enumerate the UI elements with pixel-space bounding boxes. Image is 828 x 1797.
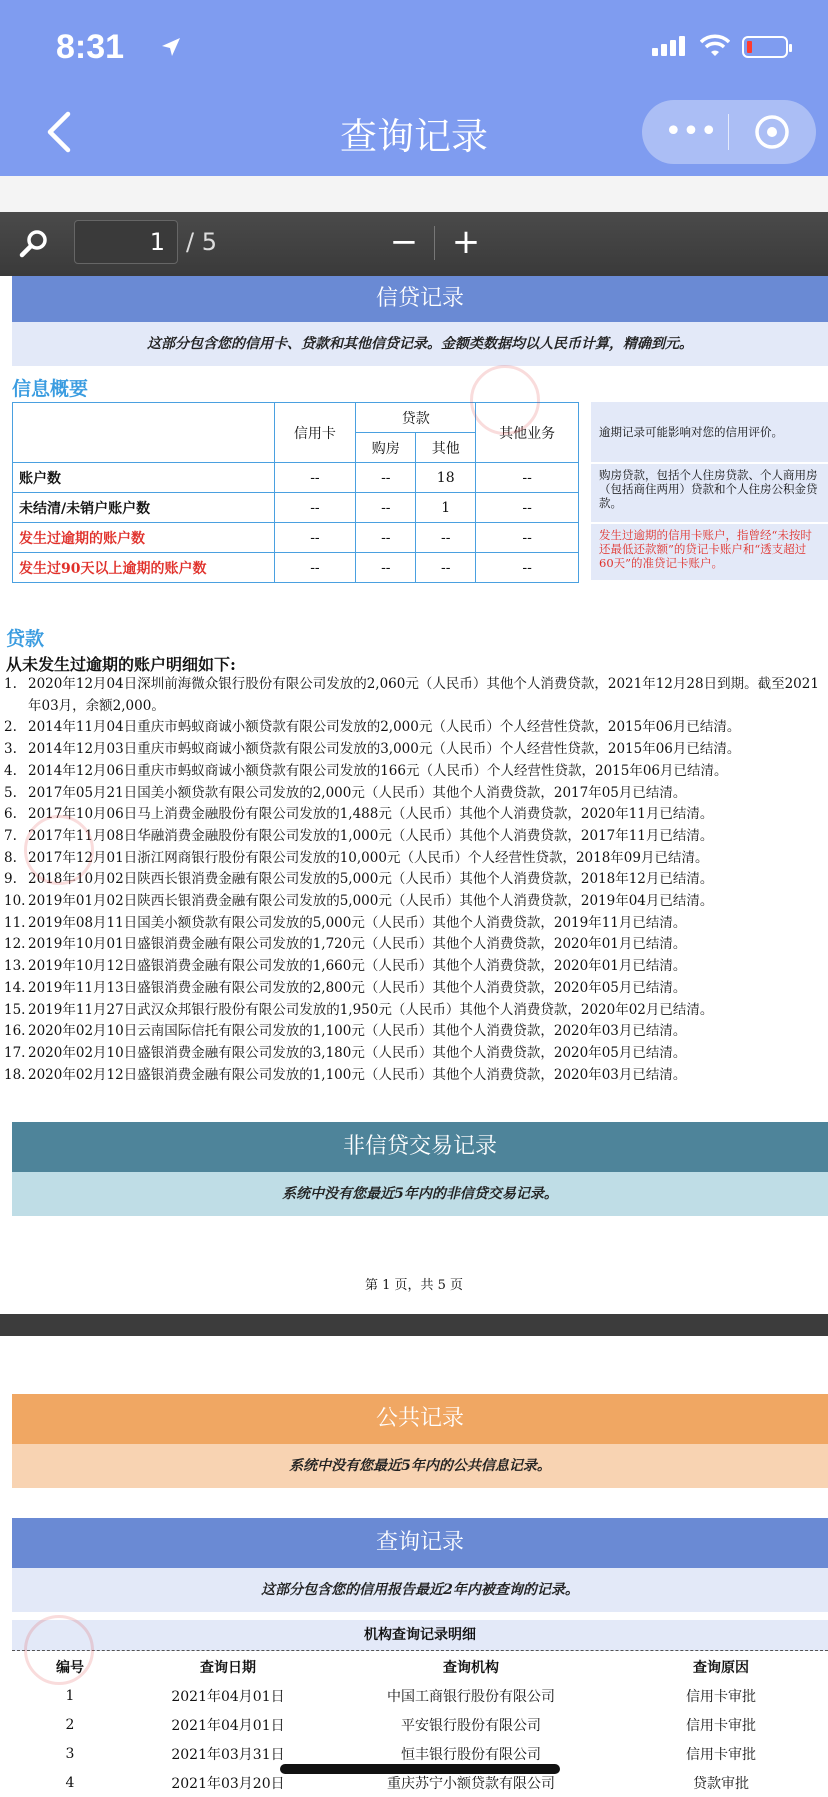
item-text: 2018年10月02日陕西长银消费金融有限公司发放的5,000元（人民币）其他个人消费贷款，2018年12月已结清。 (28, 871, 714, 888)
item-number: 12. (4, 936, 26, 953)
header-credit-card: 信用卡 (274, 403, 356, 463)
item-text: 2017年10月06日马上消费金融股份有限公司发放的1,488元（人民币）其他个人消费贷款，2020年11月已结清。 (28, 806, 714, 823)
loan-list (0, 674, 820, 1086)
cell-other-business: -- (476, 493, 579, 523)
page-footer: 第 1 页，共 5 页 (364, 1278, 464, 1293)
zoom-out-button[interactable]: − (389, 222, 419, 262)
list-item (0, 674, 820, 717)
cell-institution: 平安银行股份有限公司 (401, 1717, 541, 1734)
cell-credit-card: -- (274, 493, 356, 523)
row-label: 发生过90天以上逾期的账户数 (13, 553, 275, 583)
item-text: 2017年12月01日浙江网商银行股份有限公司发放的10,000元（人民币）个人经营性贷款，2018年09月已结清。 (28, 849, 709, 866)
zoom-divider (434, 226, 435, 260)
more-options-button[interactable]: ••• (664, 114, 718, 149)
item-number: 13. (4, 958, 26, 975)
note-overdue-impact: 逾期记录可能影响对您的信用评价。 (591, 402, 828, 462)
credit-record-banner: 信贷记录 (12, 276, 828, 322)
list-item (0, 978, 820, 1000)
overview-row (13, 553, 579, 583)
wifi-icon (700, 34, 730, 58)
row-label: 未结清/未销户账户数 (13, 493, 275, 523)
item-number: 7. (4, 827, 17, 844)
list-item (0, 1000, 820, 1022)
item-text: 2014年12月06日重庆市蚂蚁商诚小额贷款有限公司发放的166元（人民币）个人经营性贷款，2015年06月已结清。 (28, 762, 728, 779)
item-number: 6. (4, 806, 17, 823)
page-title: 查询记录 (340, 115, 488, 158)
item-text: 2019年11月27日武汉众邦银行股份有限公司发放的1,950元（人民币）其他个人消费贷款，2020年02月已结清。 (28, 1001, 714, 1018)
overview-title: 信息概要 (12, 378, 89, 400)
list-item (0, 1043, 820, 1065)
item-text: 2014年11月04日重庆市蚂蚁商诚小额贷款有限公司发放的2,000元（人民币）个人经营性贷款，2015年06月已结清。 (28, 719, 741, 736)
cell-other: 18 (416, 463, 476, 493)
item-text: 2019年10月01日盛银消费金融有限公司发放的1,720元（人民币）其他个人消费贷款，2020年01月已结清。 (28, 936, 687, 953)
zoom-in-button[interactable]: + (451, 222, 481, 262)
list-item (0, 739, 820, 761)
item-number: 3. (4, 741, 17, 758)
list-item (0, 848, 820, 870)
cell-credit-card: -- (274, 463, 356, 493)
cell-institution: 重庆苏宁小额贷款有限公司 (387, 1775, 555, 1792)
list-item (0, 804, 820, 826)
header-other: 其他 (416, 433, 476, 463)
list-item (0, 891, 820, 913)
table-row (12, 1681, 828, 1710)
item-text: 2020年02月12日盛银消费金融有限公司发放的1,100元（人民币）其他个人消费贷款，2020年03月已结清。 (28, 1066, 687, 1083)
header-number: 编号 (56, 1659, 84, 1676)
cellular-signal-icon (652, 36, 688, 56)
header-institution: 查询机构 (443, 1659, 499, 1676)
item-number: 4. (4, 762, 17, 779)
close-circle-icon[interactable] (752, 112, 792, 152)
item-number: 1. (4, 676, 17, 692)
header-loan: 贷款 (356, 403, 476, 433)
item-number: 14. (4, 979, 26, 996)
cell-other: -- (416, 523, 476, 553)
cell-credit-card: -- (274, 553, 356, 583)
content-gap (0, 176, 828, 212)
item-number: 2. (4, 719, 17, 736)
cell-housing: -- (356, 463, 416, 493)
header-other-business: 其他业务 (476, 403, 579, 463)
item-number: 9. (4, 871, 17, 888)
cell-date: 2021年04月01日 (171, 1717, 285, 1734)
cell-credit-card: -- (274, 523, 356, 553)
cell-institution: 恒丰银行股份有限公司 (401, 1746, 541, 1763)
cell-date: 2021年03月20日 (171, 1775, 285, 1792)
overview-row (13, 523, 579, 553)
cell-other: -- (416, 553, 476, 583)
cell-number: 4 (65, 1774, 75, 1791)
list-item (0, 761, 820, 783)
public-record-banner: 公共记录 (12, 1394, 828, 1444)
cell-other: 1 (416, 493, 476, 523)
search-icon[interactable] (18, 228, 50, 260)
list-item (0, 869, 820, 891)
location-arrow-icon (160, 36, 182, 58)
list-item (0, 934, 820, 956)
query-table (12, 1652, 828, 1797)
cell-reason: 贷款审批 (693, 1775, 749, 1792)
page-break (0, 1314, 828, 1336)
cell-date: 2021年04月01日 (171, 1688, 285, 1705)
status-time: 8:31 (56, 28, 125, 66)
non-credit-subtitle: 系统中没有您最近5年内的非信贷交易记录。 (12, 1172, 828, 1216)
battery-icon (742, 36, 788, 58)
item-text: 2017年11月08日华融消费金融股份有限公司发放的1,000元（人民币）其他个人消费贷款，2017年11月已结清。 (28, 827, 714, 844)
overview-row (13, 463, 579, 493)
cell-reason: 信用卡审批 (686, 1746, 756, 1763)
item-text: 2017年05月21日国美小额贷款有限公司发放的2,000元（人民币）其他个人消费贷款，2017年05月已结清。 (28, 784, 687, 801)
query-table-header (12, 1652, 828, 1681)
item-number: 10. (4, 893, 26, 910)
cell-reason: 信用卡审批 (686, 1688, 756, 1705)
item-number: 15. (4, 1001, 26, 1018)
item-number: 5. (4, 784, 17, 801)
cell-other-business: -- (476, 463, 579, 493)
query-detail-title: 机构查询记录明细 (12, 1620, 828, 1651)
overview-corner (13, 403, 275, 463)
item-text: 2019年10月12日盛银消费金融有限公司发放的1,660元（人民币）其他个人消费贷款，2020年01月已结清。 (28, 958, 687, 975)
list-item (0, 717, 820, 739)
loan-section-title: 贷款 (6, 628, 45, 650)
cell-number: 3 (65, 1745, 75, 1762)
item-text: 2014年12月03日重庆市蚂蚁商诚小额贷款有限公司发放的3,000元（人民币）个人经营性贷款，2015年06月已结清。 (28, 741, 741, 758)
page-number-input[interactable]: 1 (74, 220, 178, 264)
row-label: 发生过逾期的账户数 (13, 523, 275, 553)
item-text: 2020年12月04日深圳前海微众银行股份有限公司发放的2,060元（人民币）其他个人消费贷款，2021年12月28日到期。截至2021年03月，余额2,000。 (28, 676, 819, 714)
item-number: 18. (4, 1066, 26, 1083)
row-label: 账户数 (13, 463, 275, 493)
non-credit-banner: 非信贷交易记录 (12, 1122, 828, 1172)
overview-table (12, 402, 579, 583)
cell-other-business: -- (476, 553, 579, 583)
cell-number: 1 (65, 1687, 75, 1704)
credit-record-subtitle: 这部分包含您的信用卡、贷款和其他信贷记录。金额类数据均以人民币计算，精确到元。 (12, 322, 828, 366)
item-text: 2019年08月11日国美小额贷款有限公司发放的5,000元（人民币）其他个人消费贷款，2019年11月已结清。 (28, 914, 687, 931)
loan-section-subtitle: 从未发生过逾期的账户明细如下: (6, 655, 236, 674)
cell-institution: 中国工商银行股份有限公司 (387, 1688, 555, 1705)
cell-reason: 信用卡审批 (686, 1717, 756, 1734)
public-record-subtitle: 系统中没有您最近5年内的公共信息记录。 (12, 1444, 828, 1488)
cell-date: 2021年03月31日 (171, 1746, 285, 1763)
list-item (0, 913, 820, 935)
overview-row (13, 493, 579, 523)
list-item (0, 783, 820, 805)
list-item (0, 826, 820, 848)
note-housing-loan: 购房贷款，包括个人住房贷款、个人商用房（包括商住两用）贷款和个人住房公积金贷款。 (591, 464, 828, 522)
item-number: 16. (4, 1023, 26, 1040)
cell-number: 2 (65, 1716, 75, 1733)
cell-other-business: -- (476, 523, 579, 553)
list-item (0, 1021, 820, 1043)
header-date: 查询日期 (200, 1659, 256, 1676)
item-text: 2020年02月10日盛银消费金融有限公司发放的3,180元（人民币）其他个人消费贷款，2020年05月已结清。 (28, 1044, 687, 1061)
table-row (12, 1710, 828, 1739)
item-text: 2019年11月13日盛银消费金融有限公司发放的2,800元（人民币）其他个人消费贷款，2020年05月已结清。 (28, 979, 687, 996)
list-item (0, 956, 820, 978)
cell-housing: -- (356, 553, 416, 583)
query-record-subtitle: 这部分包含您的信用报告最近2年内被查询的记录。 (12, 1568, 828, 1612)
list-item (0, 1065, 820, 1087)
item-number: 17. (4, 1044, 26, 1061)
cell-housing: -- (356, 523, 416, 553)
item-text: 2019年01月02日陕西长银消费金融有限公司发放的5,000元（人民币）其他个人消费贷款，2019年04月已结清。 (28, 893, 714, 910)
cell-housing: -- (356, 493, 416, 523)
header-reason: 查询原因 (693, 1659, 749, 1676)
item-text: 2020年02月10日云南国际信托有限公司发放的1,100元（人民币）其他个人消费贷款，2020年03月已结清。 (28, 1023, 687, 1040)
item-number: 8. (4, 849, 17, 866)
page-total: / 5 (186, 228, 217, 256)
item-number: 11. (4, 914, 26, 931)
header-housing: 购房 (356, 433, 416, 463)
query-record-banner: 查询记录 (12, 1518, 828, 1568)
note-overdue-card: 发生过逾期的信用卡账户，指曾经“未按时还最低还款额”的贷记卡账户和“透支超过60天”的准贷记卡账户。 (591, 524, 828, 580)
home-indicator (280, 1764, 560, 1774)
